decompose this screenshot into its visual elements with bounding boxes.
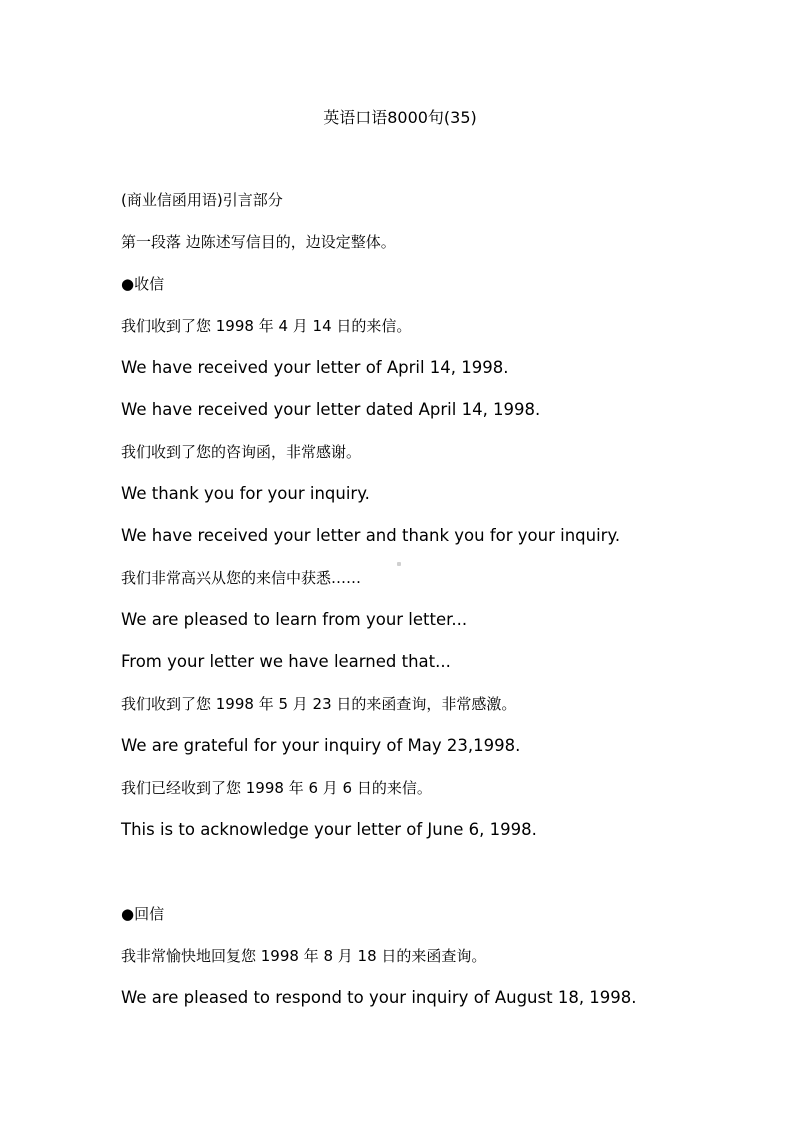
- line-zh: 我们已经收到了您 1998 年 6 月 6 日的来信。: [121, 779, 432, 797]
- line-en: We have received your letter and thank you for your inquiry.: [121, 526, 621, 545]
- line-zh: 我们非常高兴从您的来信中获悉……: [121, 569, 362, 587]
- line-zh: 我们收到了您 1998 年 4 月 14 日的来信。: [121, 317, 412, 335]
- line-en: We are pleased to respond to your inquiry of August 18, 1998.: [121, 988, 637, 1007]
- line-en: This is to acknowledge your letter of June 6, 1998.: [121, 820, 537, 839]
- subheading-receive: ●收信: [121, 275, 165, 293]
- line-en: We are pleased to learn from your letter...: [121, 610, 468, 629]
- line-en: We thank you for your inquiry.: [121, 484, 370, 503]
- line-en: We are grateful for your inquiry of May 23,1998.: [121, 736, 521, 755]
- line-zh: 我们收到了您 1998 年 5 月 23 日的来函查询，非常感激。: [121, 695, 517, 713]
- line-zh: 我们收到了您的咨询函，非常感谢。: [121, 443, 362, 461]
- line-en: We have received your letter dated April 14, 1998.: [121, 400, 541, 419]
- line-en: From your letter we have learned that...: [121, 652, 451, 671]
- line-en: We have received your letter of April 14, 1998.: [121, 358, 509, 377]
- paragraph-intro: 第一段落 边陈述写信目的，边设定整体。: [121, 233, 396, 251]
- line-zh: 我非常愉快地回复您 1998 年 8 月 18 日的来函查询。: [121, 947, 487, 965]
- scan-speck: [397, 562, 401, 566]
- section-heading: (商业信函用语)引言部分: [121, 191, 283, 209]
- subheading-reply: ●回信: [121, 905, 165, 923]
- document-title: 英语口语8000句(35): [323, 108, 477, 127]
